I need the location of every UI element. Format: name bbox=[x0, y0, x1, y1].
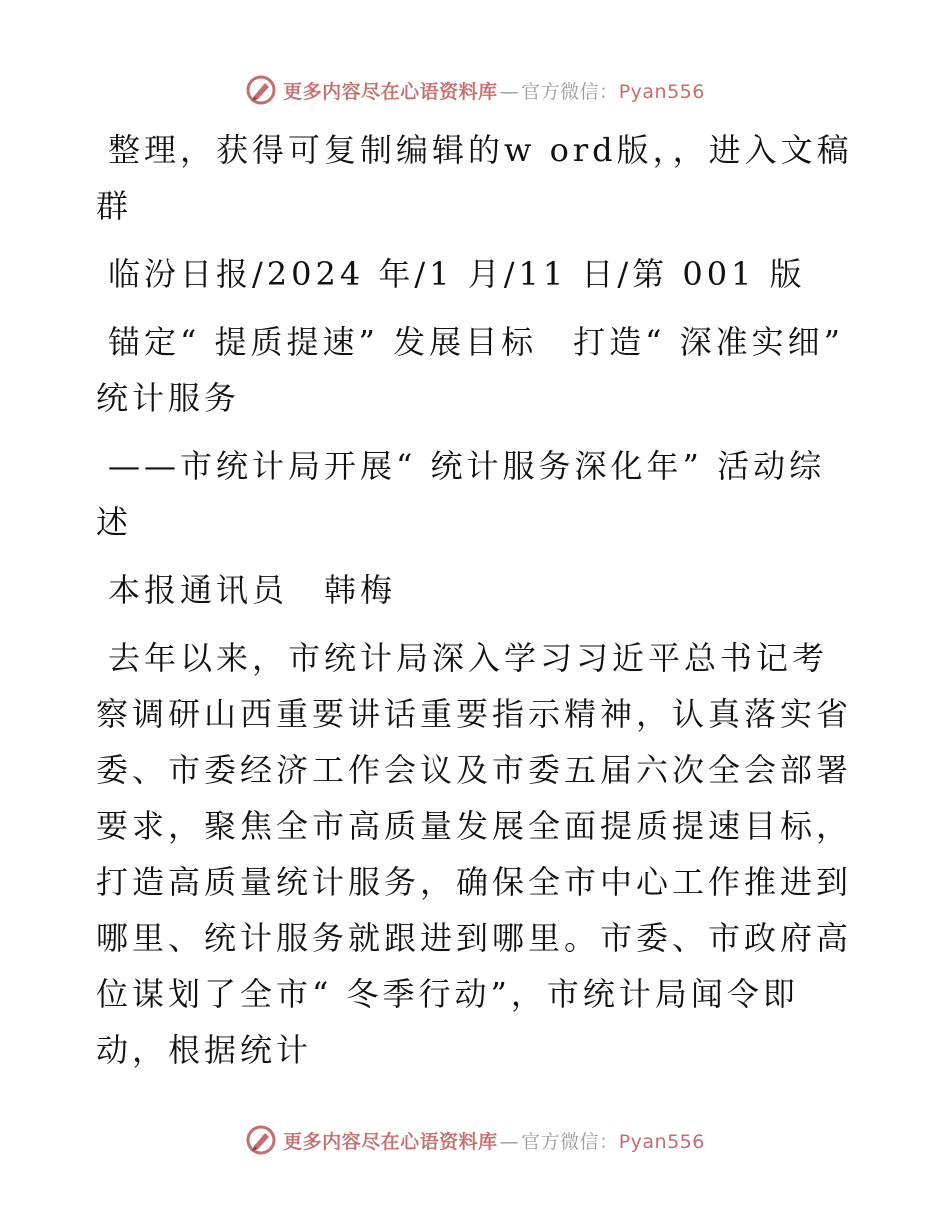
header-separator: — bbox=[499, 80, 520, 103]
body-paragraph: 去年以来，市统计局深入学习习近平总书记考察调研山西重要讲话重要指示精神，认真落实省委、市委经济工作会议及市委五届六次全会部署要求，聚焦全市高质量发展全面提质提速目标，打造高质量统计服务，确保全市中心工作推进到哪里、统计服务就跟进到哪里。市委、市政府高位谋划了全市“ 冬季行动”，市统计局闻令即动，根据统计 bbox=[96, 639, 853, 1069]
footer-banner-text bbox=[283, 1127, 705, 1154]
header-banner-text bbox=[283, 77, 705, 104]
header-brand: 更多内容尽在心语资料库 bbox=[283, 80, 498, 103]
header-banner bbox=[0, 70, 950, 110]
document-body bbox=[96, 122, 856, 1078]
intro-line: 整理，获得可复制编辑的w ord版，，进入文稿群 bbox=[96, 131, 853, 225]
footer-wechat-id: Pyan556 bbox=[618, 1130, 705, 1153]
header-wechat-id: Pyan556 bbox=[618, 80, 705, 103]
pen-nib-logo-icon bbox=[245, 1124, 277, 1156]
footer-separator: — bbox=[499, 1130, 520, 1153]
article-title: 锚定“ 提质提速” 发展目标 打造“ 深准实细” 统计服务 bbox=[96, 323, 844, 417]
article-subtitle: ——市统计局开展“ 统计服务深化年” 活动综述 bbox=[96, 447, 826, 541]
pen-nib-logo-icon bbox=[245, 74, 277, 106]
source-line: 临汾日报/2024 年/1 月/11 日/第 001 版 bbox=[108, 255, 806, 293]
footer-official-label: 官方微信： bbox=[521, 1130, 619, 1153]
footer-brand: 更多内容尽在心语资料库 bbox=[283, 1130, 498, 1153]
header-official-label: 官方微信： bbox=[521, 80, 619, 103]
byline: 本报通讯员 韩梅 bbox=[108, 571, 397, 609]
footer-banner bbox=[0, 1120, 950, 1160]
